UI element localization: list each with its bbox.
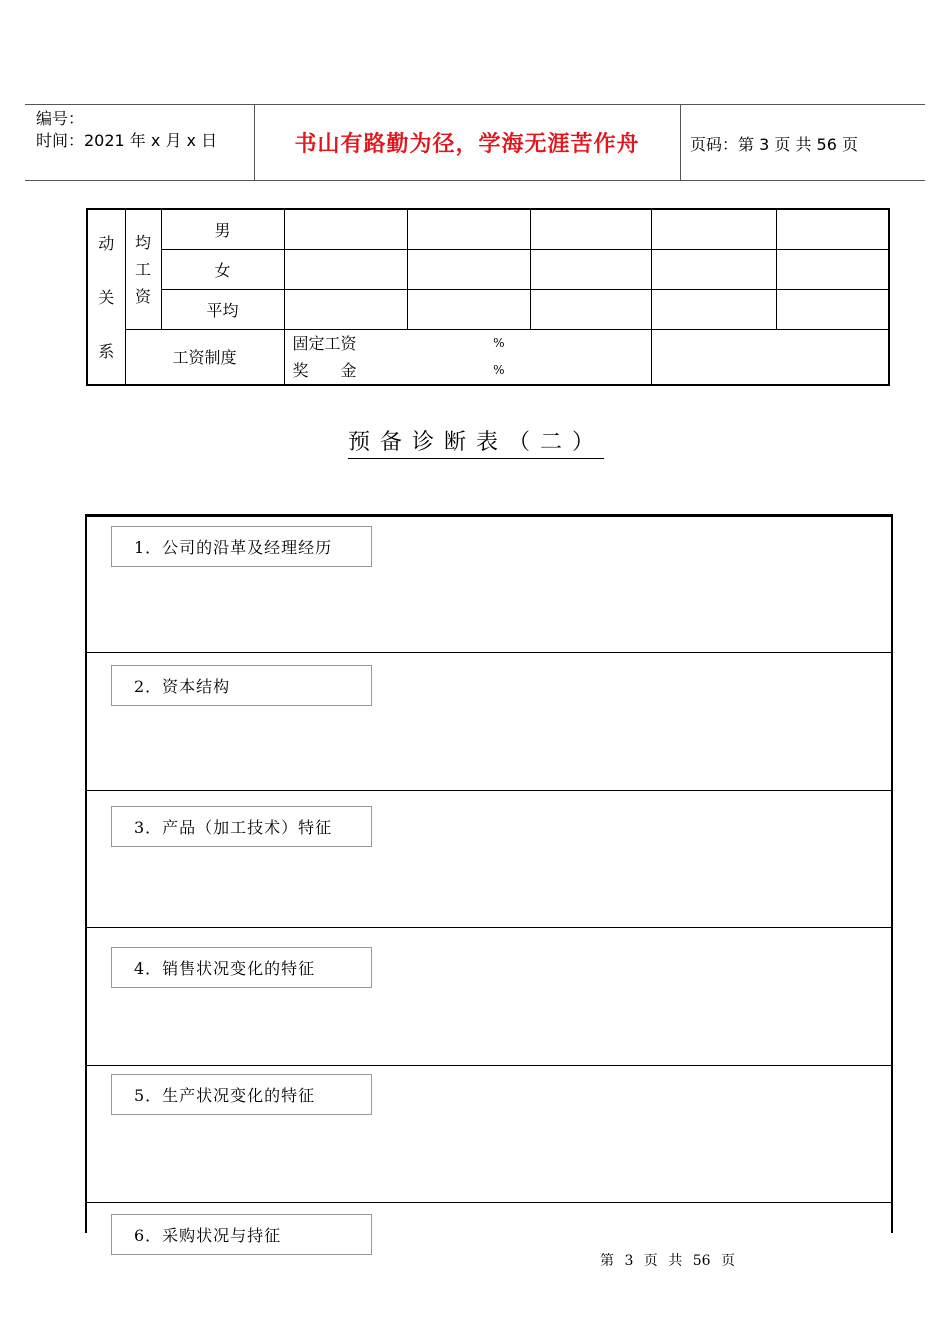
table-cell <box>407 209 530 249</box>
section-label-product: 3．产品（加工技术）特征 <box>111 806 372 847</box>
wage-system-label: 工资制度 <box>125 329 284 385</box>
section-divider <box>85 1202 891 1203</box>
table-cell <box>530 249 651 289</box>
header-left <box>36 108 217 152</box>
table-cell <box>651 209 776 249</box>
fixed-wage-label: 固定工资 <box>292 333 357 353</box>
table-cell <box>776 209 889 249</box>
table-cell <box>651 249 776 289</box>
table-cell <box>776 289 889 329</box>
table-cell <box>651 329 889 385</box>
section-divider <box>85 790 891 791</box>
labor-relations-table <box>86 208 890 386</box>
row-label-female: 女 <box>161 249 284 289</box>
labor-relations-label: 动 关 系 <box>87 209 125 385</box>
wage-system-detail <box>284 329 651 385</box>
table-cell <box>530 209 651 249</box>
avg-wage-label: 均 工 资 <box>125 209 161 329</box>
table-cell <box>651 289 776 329</box>
time-label: 时间：2021 年 x 月 x 日 <box>36 131 218 150</box>
table-cell <box>530 289 651 329</box>
section-label-capital: 2．资本结构 <box>111 665 372 706</box>
page-label: 页码：第 3 页 共 56 页 <box>690 135 858 154</box>
section-divider <box>85 652 891 653</box>
table-cell <box>284 249 407 289</box>
section-label-sales: 4．销售状况变化的特征 <box>111 947 372 988</box>
table-cell <box>776 249 889 289</box>
section-label-history: 1．公司的沿革及经理经历 <box>111 526 372 567</box>
row-label-male: 男 <box>161 209 284 249</box>
table-cell <box>407 249 530 289</box>
section-label-purchasing: 6．采购状况与持征 <box>111 1214 372 1255</box>
table-cell <box>407 289 530 329</box>
section-divider <box>85 927 891 928</box>
page-footer: 第 3 页 共 56 页 <box>600 1253 735 1269</box>
header-divider <box>680 104 681 181</box>
form-title: 预备诊断表（二） <box>348 428 604 459</box>
percent-sign: % <box>493 362 505 377</box>
table-cell <box>284 289 407 329</box>
bonus-label: 奖 金 <box>292 360 357 380</box>
section-label-production: 5．生产状况变化的特征 <box>111 1074 372 1115</box>
table-cell <box>284 209 407 249</box>
percent-sign: % <box>493 335 505 350</box>
number-label: 编号： <box>36 109 85 128</box>
diagnosis-form <box>85 514 893 1233</box>
row-label-average: 平均 <box>161 289 284 329</box>
header-motto: 书山有路勤为径，学海无涯苦作舟 <box>294 132 640 157</box>
section-divider <box>85 1065 891 1066</box>
